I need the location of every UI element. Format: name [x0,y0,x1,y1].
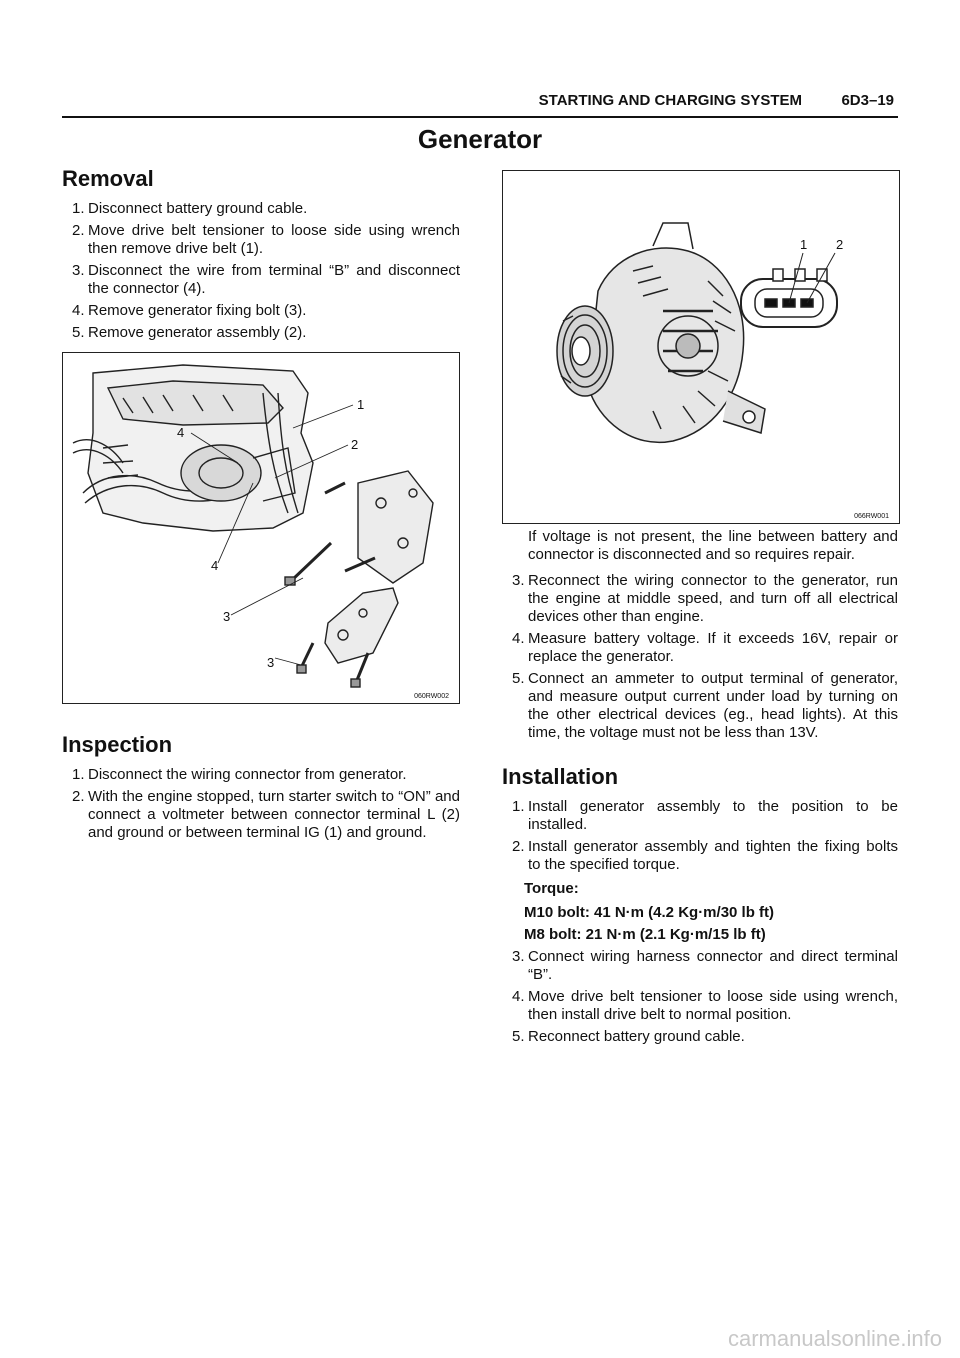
list-item: 2. Install generator assembly and tighten the fixing bolts to the specified torque. [512,838,898,873]
inspection-continuation: If voltage is not present, the line between battery and connector is disconnected and so requires repair. [528,528,898,563]
inspection-steps [62,766,460,846]
callout-3: 3 [223,609,231,624]
list-item: 3. Connect wiring harness connector and direct terminal “B”. [512,948,898,983]
page-header [62,88,898,118]
list-item: 1. Disconnect battery ground cable. [72,200,308,217]
installation-steps-b [502,948,898,1050]
callout-2: 2 [836,237,844,252]
inspection-steps-cont [502,572,898,746]
installation-steps-a [502,798,898,878]
callout-3: 3 [267,655,275,670]
figure-code: 066RW001 [854,513,889,520]
list-item: 3. Reconnect the wiring connector to the generator, run the engine at middle speed, and turn off all electrical devices other than engine. [512,572,898,625]
callout-1: 1 [357,397,365,412]
removal-steps [62,200,460,346]
inspection-heading: Inspection [62,732,173,757]
list-item: 2. With the engine stopped, turn starter switch to “ON” and connect a voltmeter between connector terminal L (2) and ground or between terminal IG (1) and ground. [72,788,460,841]
watermark-footer: carmanualsonline.info [727,1326,942,1351]
list-item: 1. Disconnect the wiring connector from generator. [72,766,407,783]
callout-2: 2 [351,437,359,452]
list-item: 4. Move drive belt tensioner to loose side using wrench, then install drive belt to normal position. [512,988,898,1023]
callout-4: 4 [177,425,185,440]
removal-figure [62,352,460,704]
removal-heading: Removal [62,166,154,191]
header-rule [62,116,898,118]
list-item: 5. Connect an ammeter to output terminal of generator, and measure output current under load by turning on the other electrical devices (eg., head lights). At this time, the voltage must not be less than 13V. [512,670,898,741]
section-title: STARTING AND CHARGING SYSTEM [538,92,802,109]
list-item: 4. Measure battery voltage. If it exceeds 16V, repair or replace the generator. [512,630,898,665]
torque-m8: M8 bolt: 21 N·m (2.1 Kg·m/15 lb ft) [524,926,766,943]
list-item: 3. Disconnect the wire from terminal “B” and disconnect the connector (4). [72,262,460,297]
list-item: 1. Install generator assembly to the position to be installed. [512,798,898,833]
torque-m10: M10 bolt: 41 N·m (4.2 Kg·m/30 lb ft) [524,904,775,921]
torque-label: Torque: [524,880,579,897]
list-item: 5. Remove generator assembly (2). [72,324,307,341]
generator-figure [502,170,900,524]
list-item: 4. Remove generator fixing bolt (3). [72,302,307,319]
callout-4: 4 [211,558,219,573]
callout-1: 1 [800,237,808,252]
generator-illustration [503,171,899,523]
page-title: Generator [417,124,543,154]
list-item: 5. Reconnect battery ground cable. [512,1028,745,1045]
engine-illustration [63,353,459,703]
figure-code: 060RW002 [414,693,449,700]
page-number: 6D3–19 [841,92,894,109]
installation-heading: Installation [502,764,619,789]
list-item: 2. Move drive belt tensioner to loose side using wrench then remove drive belt (1). [72,222,460,257]
